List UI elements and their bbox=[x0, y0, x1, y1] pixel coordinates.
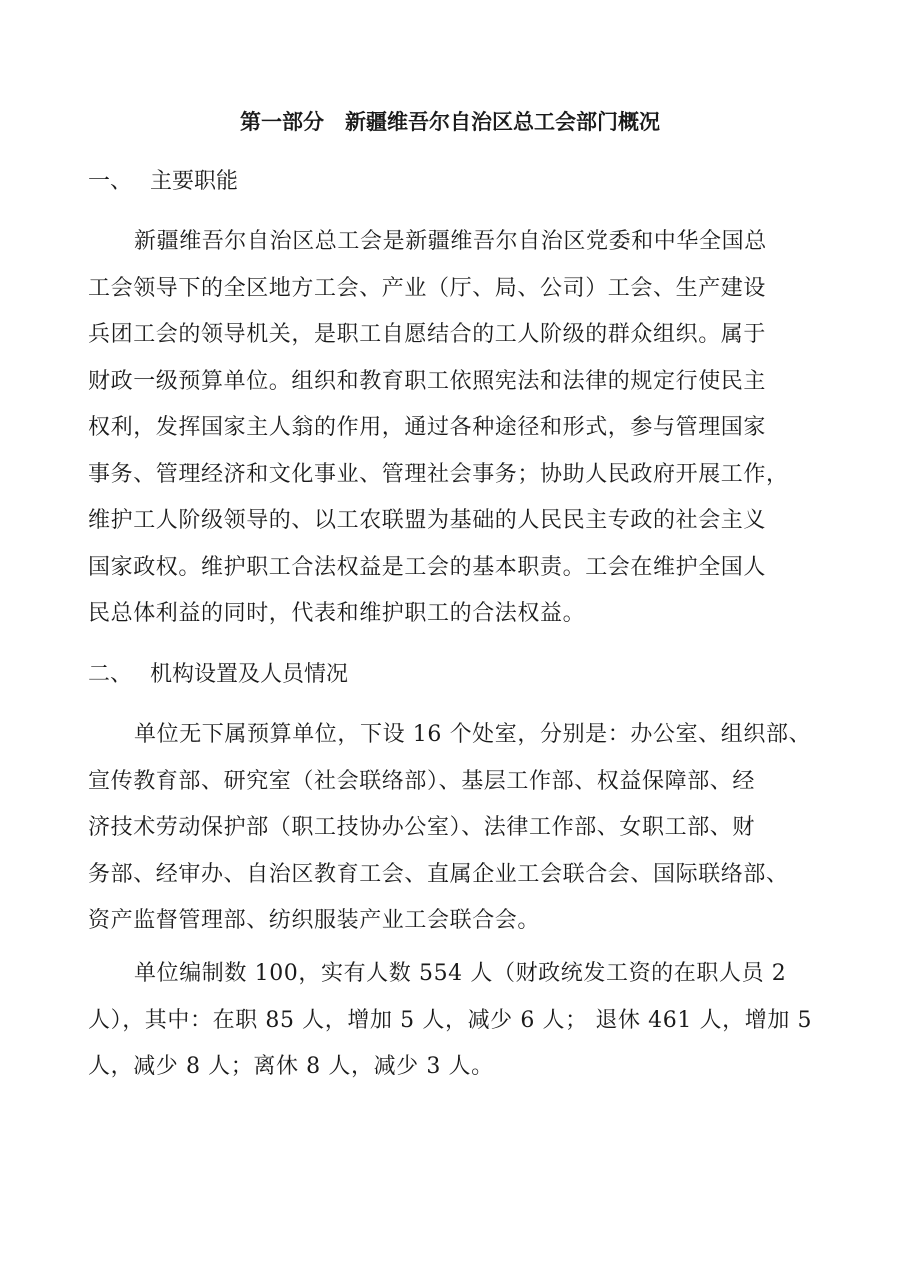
section-heading-text: 主要职能 bbox=[150, 169, 239, 194]
section-heading-text: 机构设置及人员情况 bbox=[150, 662, 349, 687]
paragraph-line: 资产监督管理部、纺织服装产业工会联合会。 bbox=[88, 908, 541, 933]
paragraph-staffing bbox=[88, 951, 833, 1091]
paragraph-main-functions bbox=[88, 219, 833, 638]
paragraph-line: 事务、管理经济和文化事业、管理社会事务；协助人民政府开展工作， bbox=[88, 461, 789, 487]
page-title: 第一部分 新疆维吾尔自治区总工会部门概况 bbox=[240, 110, 660, 134]
paragraph-line: 民总体利益的同时，代表和维护职工的合法权益。 bbox=[88, 601, 586, 626]
paragraph-line: 权利，发挥国家主人翁的作用，通过各种途径和形式，参与管理国家 bbox=[88, 415, 767, 440]
paragraph-line: 务部、经审办、自治区教育工会、直属企业工会联合会、国际联络部、 bbox=[88, 861, 789, 887]
paragraph-line: 人），其中：在职 85 人，增加 5 人，减少 6 人； 退休 461 人，增加 5 bbox=[88, 1007, 813, 1033]
section-heading-main-functions bbox=[88, 164, 238, 200]
paragraph-departments bbox=[88, 712, 833, 945]
paragraph-line: 单位无下属预算单位，下设 16 个处室，分别是：办公室、组织部、 bbox=[134, 722, 812, 747]
paragraph-line: 济技术劳动保护部（职工技协办公室）、法律工作部、女职工部、财 bbox=[88, 815, 756, 840]
section-number: 二、 bbox=[88, 662, 133, 687]
paragraph-line: 财政一级预算单位。组织和教育职工依照宪法和法律的规定行使民主 bbox=[88, 368, 767, 394]
paragraph-line: 单位编制数 100，实有人数 554 人（财政统发工资的在职人员 2 bbox=[134, 961, 787, 986]
section-heading-organization bbox=[88, 657, 348, 693]
paragraph-line: 新疆维吾尔自治区总工会是新疆维吾尔自治区党委和中华全国总 bbox=[134, 229, 767, 254]
paragraph-line: 宣传教育部、研究室（社会联络部）、基层工作部、权益保障部、经 bbox=[88, 768, 756, 794]
paragraph-line: 国家政权。维护职工合法权益是工会的基本职责。工会在维护全国人 bbox=[88, 554, 767, 580]
paragraph-line: 维护工人阶级领导的、以工农联盟为基础的人民民主专政的社会主义 bbox=[88, 508, 767, 533]
paragraph-line: 兵团工会的领导机关，是职工自愿结合的工人阶级的群众组织。属于 bbox=[88, 322, 767, 347]
section-number: 一、 bbox=[88, 169, 133, 194]
paragraph-line: 工会领导下的全区地方工会、产业（厅、局、公司）工会、生产建设 bbox=[88, 275, 767, 301]
paragraph-line: 人，减少 8 人；离休 8 人，减少 3 人。 bbox=[88, 1054, 494, 1079]
